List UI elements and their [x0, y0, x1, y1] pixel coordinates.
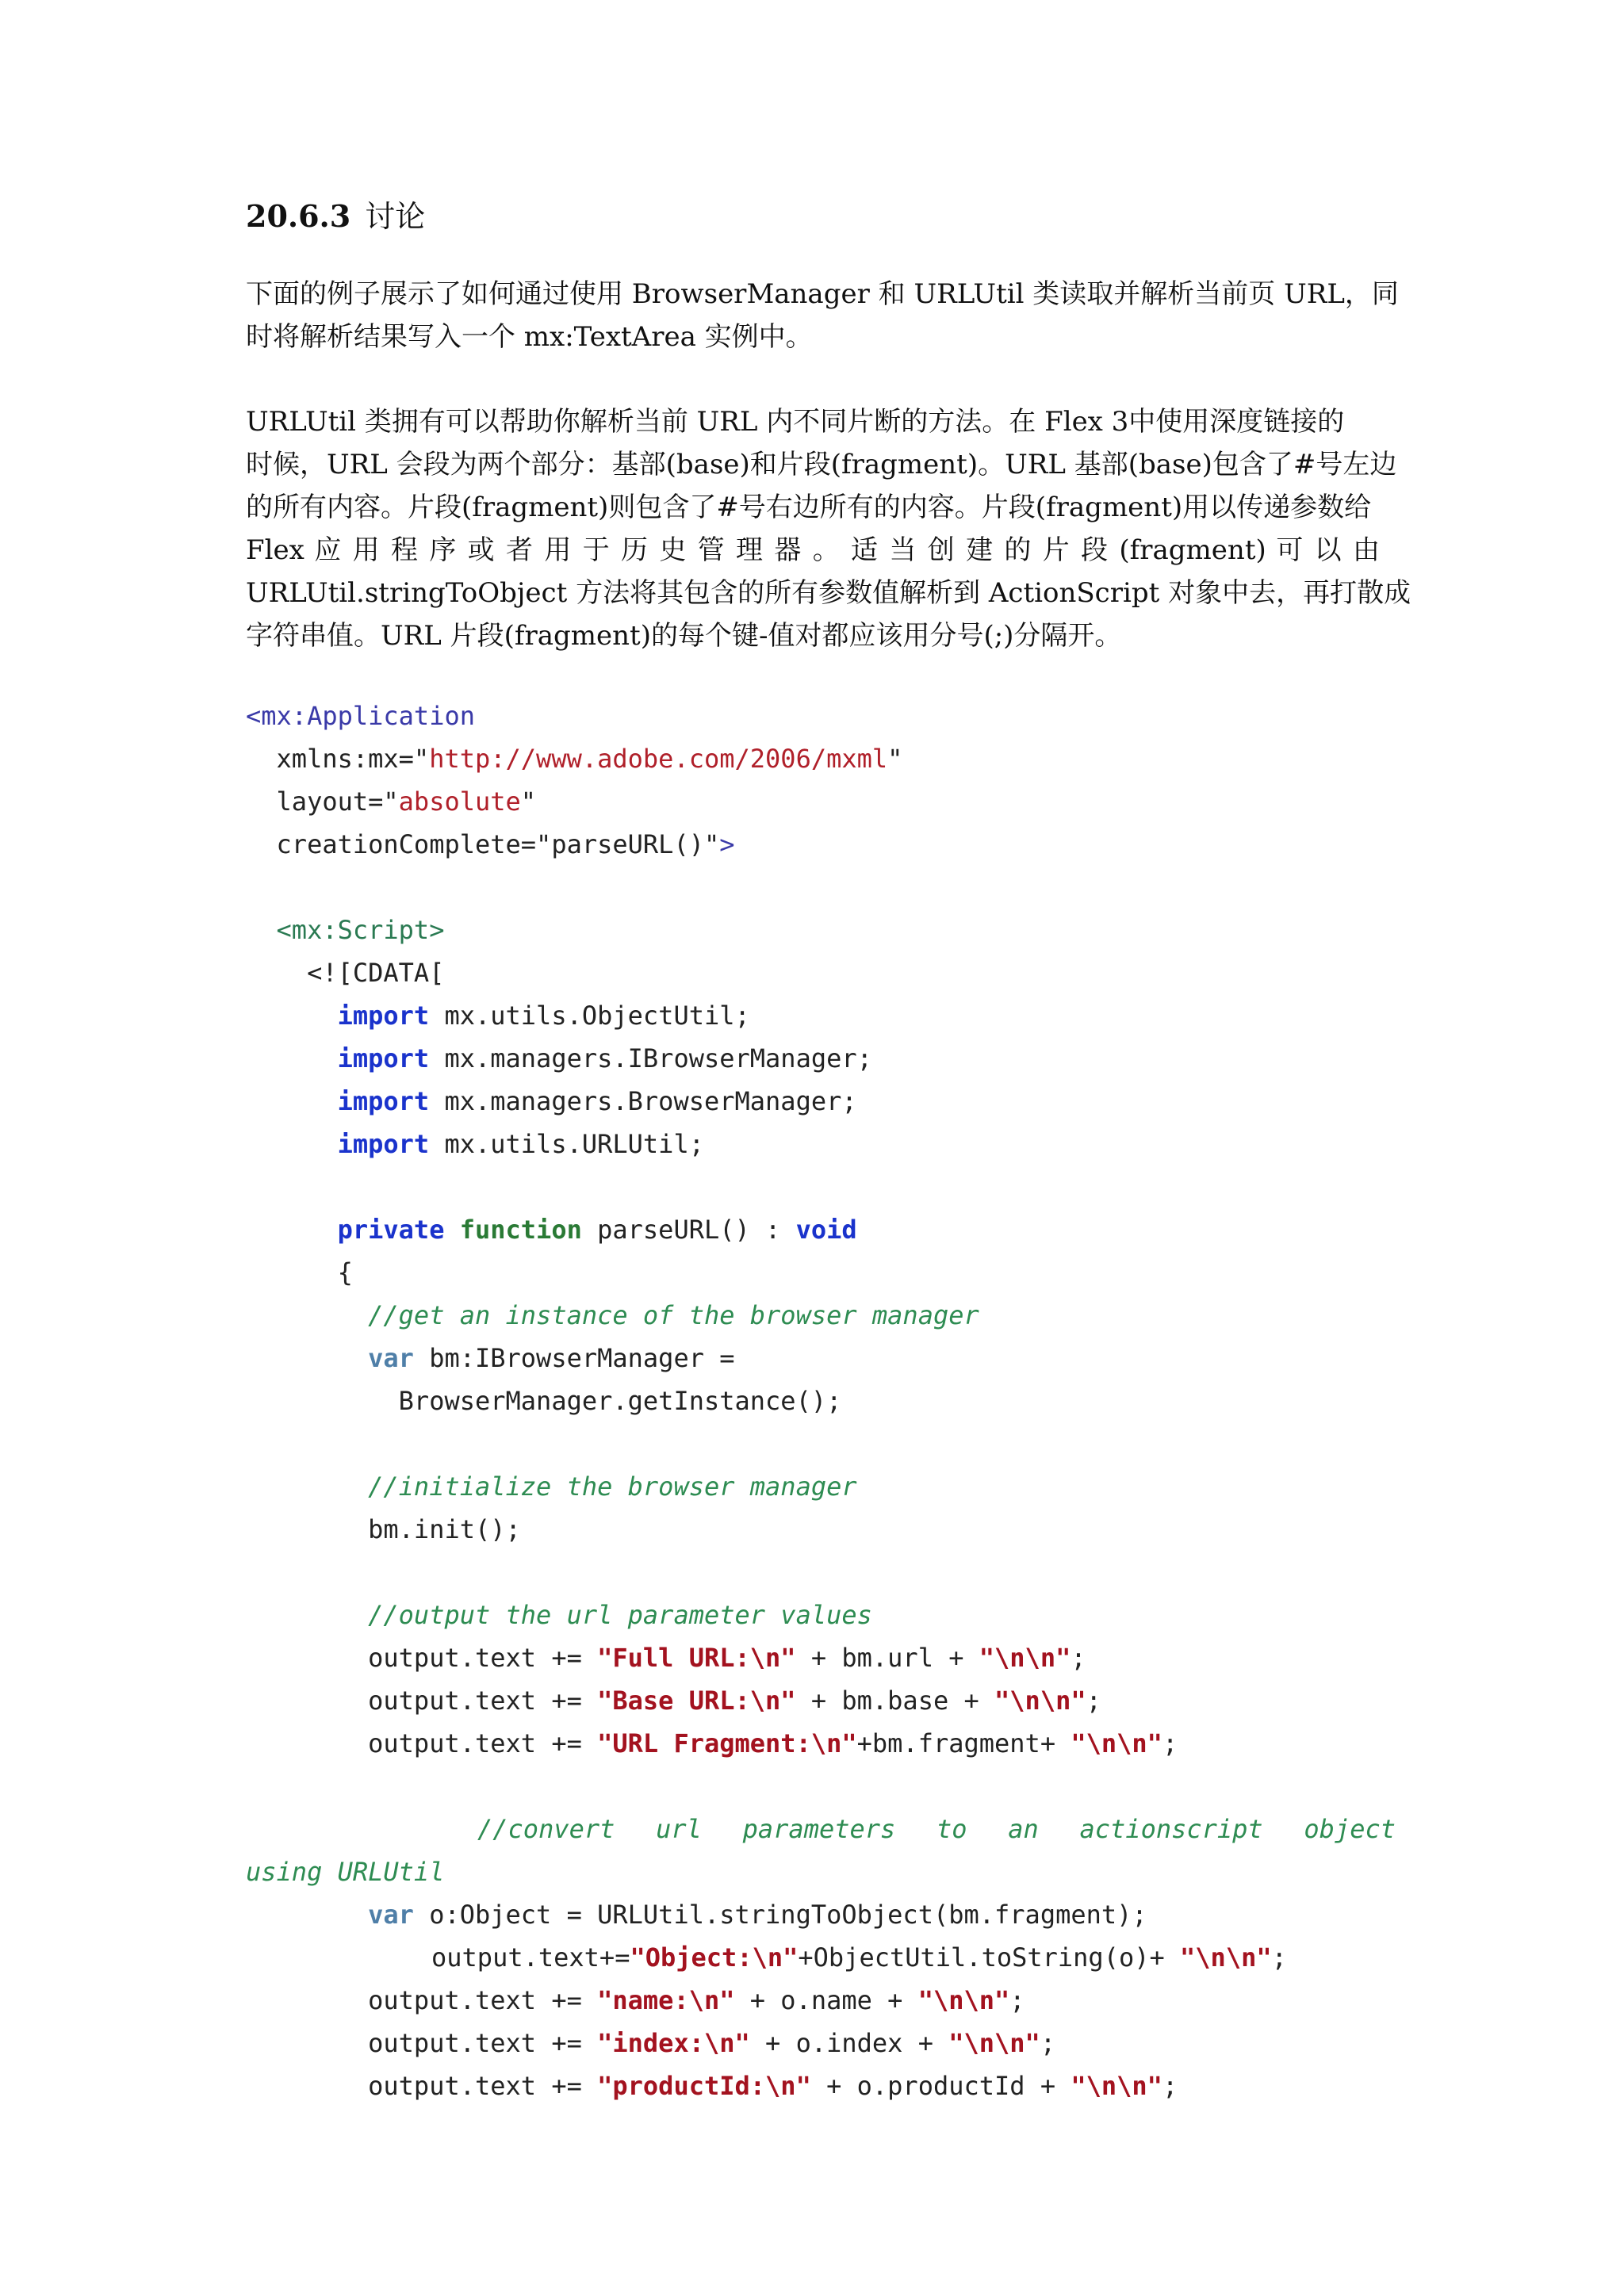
code-blank-line — [246, 1165, 1396, 1208]
code-text: { — [337, 1257, 353, 1288]
code-keyword: var — [368, 1343, 414, 1373]
code-comment: //convert — [477, 1814, 615, 1844]
code-blank-line — [246, 1765, 1396, 1808]
code-string: "URL Fragment:\n" — [597, 1728, 857, 1758]
code-text: ; — [1162, 2071, 1178, 2101]
code-line — [246, 994, 1396, 1037]
code-keyword: private — [337, 1215, 445, 1245]
code-line — [246, 1808, 1396, 1850]
code-string: "productId:\n" — [597, 2071, 811, 2101]
code-tag: <mx:Application — [246, 701, 475, 731]
paragraph-line: 时候，URL 会段为两个部分：基部(base)和片段(fragment)。URL 基部(base)包含了#号左边 — [246, 449, 1397, 480]
code-text: + bm.base + — [795, 1686, 995, 1716]
code-line — [246, 1722, 1396, 1765]
code-listing — [246, 695, 1396, 2107]
code-keyword: var — [368, 1900, 414, 1930]
code-line — [246, 1208, 1396, 1251]
code-string: "Object:\n" — [630, 1942, 799, 1973]
code-text: mx.utils.ObjectUtil; — [444, 1001, 750, 1031]
code-line — [246, 1080, 1396, 1123]
code-comment: parameters — [742, 1814, 896, 1844]
section-heading — [246, 192, 425, 235]
code-text: output.text += — [368, 1643, 598, 1673]
code-text: ; — [1071, 1643, 1086, 1673]
code-text: BrowserManager.getInstance(); — [398, 1386, 842, 1416]
code-keyword: function — [459, 1215, 582, 1245]
code-text: + bm.url + — [795, 1643, 979, 1673]
code-line — [246, 1337, 1396, 1380]
code-string: "\n\n" — [979, 1643, 1071, 1673]
code-text: output.text += — [368, 1985, 598, 2015]
code-value: absolute — [398, 786, 521, 817]
code-line — [246, 1037, 1396, 1080]
code-line — [246, 1893, 1396, 1936]
code-comment: //output the url parameter values — [368, 1600, 872, 1630]
section-title: 讨论 — [365, 199, 426, 234]
code-text: bm:IBrowserManager = — [429, 1343, 735, 1373]
code-string: "Base URL:\n" — [597, 1686, 796, 1716]
code-string: "\n\n" — [994, 1686, 1086, 1716]
paragraph-line: URLUtil.stringToObject 方法将其包含的所有参数值解析到 ActionScript 对象中去，再打散成 — [246, 577, 1411, 609]
code-text: +ObjectUtil.toString(o)+ — [798, 1942, 1181, 1973]
code-line — [246, 1465, 1396, 1508]
code-line — [246, 1594, 1396, 1636]
code-blank-line — [246, 1422, 1396, 1465]
code-url: http://www.adobe.com/2006/mxml — [429, 744, 888, 774]
code-line: xmlns:mx="http://www.adobe.com/2006/mxml" — [276, 744, 903, 774]
code-string: "\n\n" — [948, 2028, 1040, 2058]
code-tag: <mx:Script> — [276, 915, 445, 945]
code-text: output.text+= — [431, 1942, 630, 1973]
code-attr: xmlns:mx= — [276, 744, 414, 774]
code-text: mx.managers.IBrowserManager; — [444, 1043, 872, 1073]
code-keyword: import — [337, 1129, 430, 1159]
code-attr: creationComplete="parseURL()" — [276, 829, 720, 859]
code-text: + o.index + — [749, 2028, 949, 2058]
code-string: "Full URL:\n" — [597, 1643, 796, 1673]
code-text: <![CDATA[ — [307, 958, 445, 988]
code-text: output.text += — [368, 1728, 598, 1758]
code-line — [246, 1380, 1396, 1422]
code-line — [246, 823, 1396, 866]
code-keyword: import — [337, 1086, 430, 1116]
code-string: "name:\n" — [597, 1985, 735, 2015]
code-line: layout="absolute" — [276, 786, 537, 817]
code-comment: actionscript — [1079, 1814, 1263, 1844]
code-comment: using URLUtil — [246, 1857, 445, 1887]
code-comment: object — [1304, 1814, 1396, 1844]
code-keyword: import — [337, 1001, 430, 1031]
code-line — [246, 2064, 1396, 2107]
code-line — [246, 695, 1396, 737]
code-text: output.text += — [368, 1686, 598, 1716]
code-text: +bm.fragment+ — [856, 1728, 1071, 1758]
code-text: ; — [1086, 1686, 1101, 1716]
code-text: + o.productId + — [810, 2071, 1071, 2101]
paragraph-line: 字符串值。URL 片段(fragment)的每个键-值对都应该用分号(;)分隔开。 — [246, 620, 1122, 652]
code-text: ; — [1040, 2028, 1056, 2058]
code-text: o:Object = URLUtil.stringToObject(bm.fragment); — [429, 1900, 1147, 1930]
code-line — [246, 1251, 1396, 1294]
code-line — [246, 909, 1396, 951]
code-text: ; — [1271, 1942, 1287, 1973]
code-text: ; — [1162, 1728, 1178, 1758]
code-attr: layout= — [276, 786, 384, 817]
code-tag: > — [719, 829, 735, 859]
code-text: ; — [1009, 1985, 1025, 2015]
urlutil-paragraph — [246, 400, 1411, 657]
paragraph-line: URLUtil 类拥有可以帮助你解析当前 URL 内不同片断的方法。在 Flex 3中使用深度链接的 — [246, 406, 1345, 438]
code-text: parseURL() : — [597, 1215, 796, 1245]
code-line — [246, 951, 1396, 994]
code-keyword: void — [795, 1215, 857, 1245]
code-string: "\n\n" — [1071, 1728, 1162, 1758]
code-line — [246, 1936, 1396, 1979]
code-text: bm.init(); — [368, 1514, 521, 1544]
paragraph-line: Flex 应 用 程 序 或 者 用 于 历 史 管 理 器 。 适 当 创 建 的 片 段 (fragment) 可 以 由 — [246, 534, 1380, 566]
code-line — [246, 1679, 1396, 1722]
code-string: "\n\n" — [917, 1985, 1010, 2015]
code-string: "index:\n" — [597, 2028, 750, 2058]
intro-paragraph — [246, 273, 1399, 358]
code-text: output.text += — [368, 2071, 598, 2101]
code-line — [246, 1123, 1396, 1165]
code-line — [246, 2022, 1396, 2064]
paragraph-line: 下面的例子展示了如何通过使用 BrowserManager 和 URLUtil 类读取并解析当前页 URL，同 — [246, 278, 1399, 310]
code-line — [246, 1294, 1396, 1337]
paragraph-line: 时将解析结果写入一个 mx:TextArea 实例中。 — [246, 321, 813, 353]
paragraph-line: 的所有内容。片段(fragment)则包含了#号右边所有的内容。片段(fragment)用以传递参数给 — [246, 492, 1372, 523]
code-comment: url — [656, 1814, 702, 1844]
code-blank-line — [246, 1551, 1396, 1594]
code-blank-line — [246, 866, 1396, 909]
code-text: + o.name + — [734, 1985, 918, 2015]
code-text: mx.utils.URLUtil; — [444, 1129, 704, 1159]
code-line — [246, 1850, 1396, 1893]
code-line — [246, 1636, 1396, 1679]
code-string: "\n\n" — [1180, 1942, 1272, 1973]
code-comment: //get an instance of the browser manager — [368, 1300, 979, 1330]
code-line — [246, 1979, 1396, 2022]
code-text: mx.managers.BrowserManager; — [444, 1086, 857, 1116]
section-number: 20.6.3 — [246, 198, 351, 234]
code-comment: //initialize the browser manager — [368, 1471, 857, 1502]
code-line — [246, 1508, 1396, 1551]
code-comment: an — [1008, 1814, 1039, 1844]
code-comment: to — [936, 1814, 967, 1844]
code-text: output.text += — [368, 2028, 598, 2058]
code-keyword: import — [337, 1043, 430, 1073]
code-string: "\n\n" — [1071, 2071, 1162, 2101]
